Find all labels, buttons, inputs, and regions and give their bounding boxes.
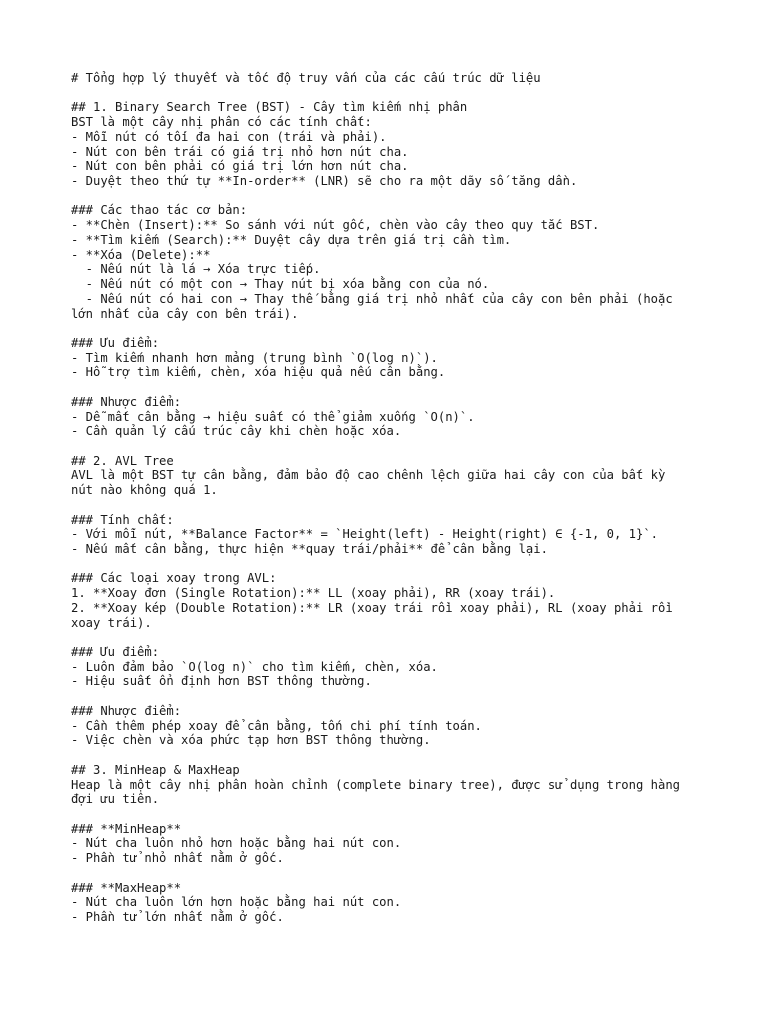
blank-line: [71, 748, 711, 763]
document-text: [71, 71, 711, 925]
text-line: BST là một cây nhị phân có các tính chất:: [71, 115, 372, 130]
document-title: # Tổng hợp lý thuyết và tốc độ truy vấn của các cấu trúc dữ liệu: [71, 71, 541, 85]
text-line: lớn nhất của cây con bên trái).: [71, 306, 299, 321]
text-line: Heap là một cây nhị phân hoàn chỉnh (complete binary tree), được sử dụng trong hàng: [71, 777, 681, 792]
subsection-heading: ### Ưu điểm:: [71, 335, 160, 350]
section-heading: ## 1. Binary Search Tree (BST) - Cây tìm kiếm nhị phân: [71, 100, 468, 115]
text-line: đợi ưu tiên.: [71, 792, 160, 807]
list-item: - Nếu nút là lá → Xóa trực tiếp.: [71, 262, 321, 277]
blank-line: [71, 321, 711, 336]
blank-line: [71, 86, 711, 101]
blank-line: [71, 689, 711, 704]
subsection-heading: ### Tính chất:: [71, 512, 174, 527]
numbered-item: 1. **Xoay đơn (Single Rotation):** LL (xoay phải), RR (xoay trái).: [71, 586, 556, 601]
list-item: - **Xóa (Delete):**: [71, 247, 211, 262]
list-item: - Cần thêm phép xoay để cân bằng, tốn chi phí tính toán.: [71, 718, 482, 733]
section-heading: ## 2. AVL Tree: [71, 453, 174, 468]
subsection-heading: ### Ưu điểm:: [71, 645, 160, 660]
blank-line: [71, 630, 711, 645]
list-item: - Mỗi nút có tối đa hai con (trái và phải).: [71, 129, 387, 144]
list-item: - Nút cha luôn nhỏ hơn hoặc bằng hai nút con.: [71, 836, 402, 851]
numbered-item: 2. **Xoay kép (Double Rotation):** LR (xoay trái rồi xoay phải), RL (xoay phải rồi: [71, 600, 673, 615]
list-item: - Nút con bên phải có giá trị lớn hơn nút cha.: [71, 159, 409, 174]
list-item: - Nút con bên trái có giá trị nhỏ hơn nút cha.: [71, 144, 409, 159]
blank-line: [71, 380, 711, 395]
subsection-heading: ### Các thao tác cơ bản:: [71, 203, 248, 218]
list-item: - Nút cha luôn lớn hơn hoặc bằng hai nút con.: [71, 895, 402, 910]
text-line: xoay trái).: [71, 615, 152, 630]
list-item: - Với mỗi nút, **Balance Factor** = `Height(left) - Height(right) ∈ {-1, 0, 1}`.: [71, 527, 658, 542]
list-item: - Duyệt theo thứ tự **In-order** (LNR) sẽ cho ra một dãy số tăng dần.: [71, 174, 578, 189]
list-item: - Nếu mất cân bằng, thực hiện **quay trái/phải** để cân bằng lại.: [71, 542, 548, 556]
list-item: - Phần tử lớn nhất nằm ở gốc.: [71, 909, 284, 924]
list-item: - Hiệu suất ổn định hơn BST thông thường.: [71, 674, 372, 689]
subsection-heading: ### **MinHeap**: [71, 821, 182, 836]
blank-line: [71, 498, 711, 513]
list-item: - Tìm kiếm nhanh hơn mảng (trung bình `O(log n)`).: [71, 350, 438, 365]
subsection-heading: ### Nhược điểm:: [71, 394, 182, 409]
blank-line: [71, 439, 711, 454]
blank-line: [71, 557, 711, 572]
blank-line: [71, 866, 711, 881]
list-item: - **Chèn (Insert):** So sánh với nút gốc, chèn vào cây theo quy tắc BST.: [71, 218, 600, 233]
section-heading: ## 3. MinHeap & MaxHeap: [71, 762, 240, 777]
text-line: AVL là một BST tự cân bằng, đảm bảo độ cao chênh lệch giữa hai cây con của bất kỳ: [71, 468, 666, 483]
subsection-heading: ### Các loại xoay trong AVL:: [71, 571, 277, 586]
list-item: - Nếu nút có hai con → Thay thế bằng giá trị nhỏ nhất của cây con bên phải (hoặc: [71, 291, 673, 306]
list-item: - **Tìm kiếm (Search):** Duyệt cây dựa trên giá trị cần tìm.: [71, 232, 512, 247]
text-line: nút nào không quá 1.: [71, 483, 218, 498]
list-item: - Phần tử nhỏ nhất nằm ở gốc.: [71, 851, 284, 866]
list-item: - Luôn đảm bảo `O(log n)` cho tìm kiếm, chèn, xóa.: [71, 659, 438, 674]
list-item: - Dễ mất cân bằng → hiệu suất có thể giảm xuống `O(n)`.: [71, 409, 475, 424]
blank-line: [71, 807, 711, 822]
list-item: - Nếu nút có một con → Thay nút bị xóa bằng con của nó.: [71, 277, 490, 292]
list-item: - Việc chèn và xóa phức tạp hơn BST thông thường.: [71, 733, 431, 748]
list-item: - Cần quản lý cấu trúc cây khi chèn hoặc xóa.: [71, 424, 402, 439]
subsection-heading: ### Nhược điểm:: [71, 703, 182, 718]
subsection-heading: ### **MaxHeap**: [71, 880, 182, 895]
blank-line: [71, 189, 711, 204]
list-item: - Hỗ trợ tìm kiếm, chèn, xóa hiệu quả nếu cân bằng.: [71, 365, 446, 380]
